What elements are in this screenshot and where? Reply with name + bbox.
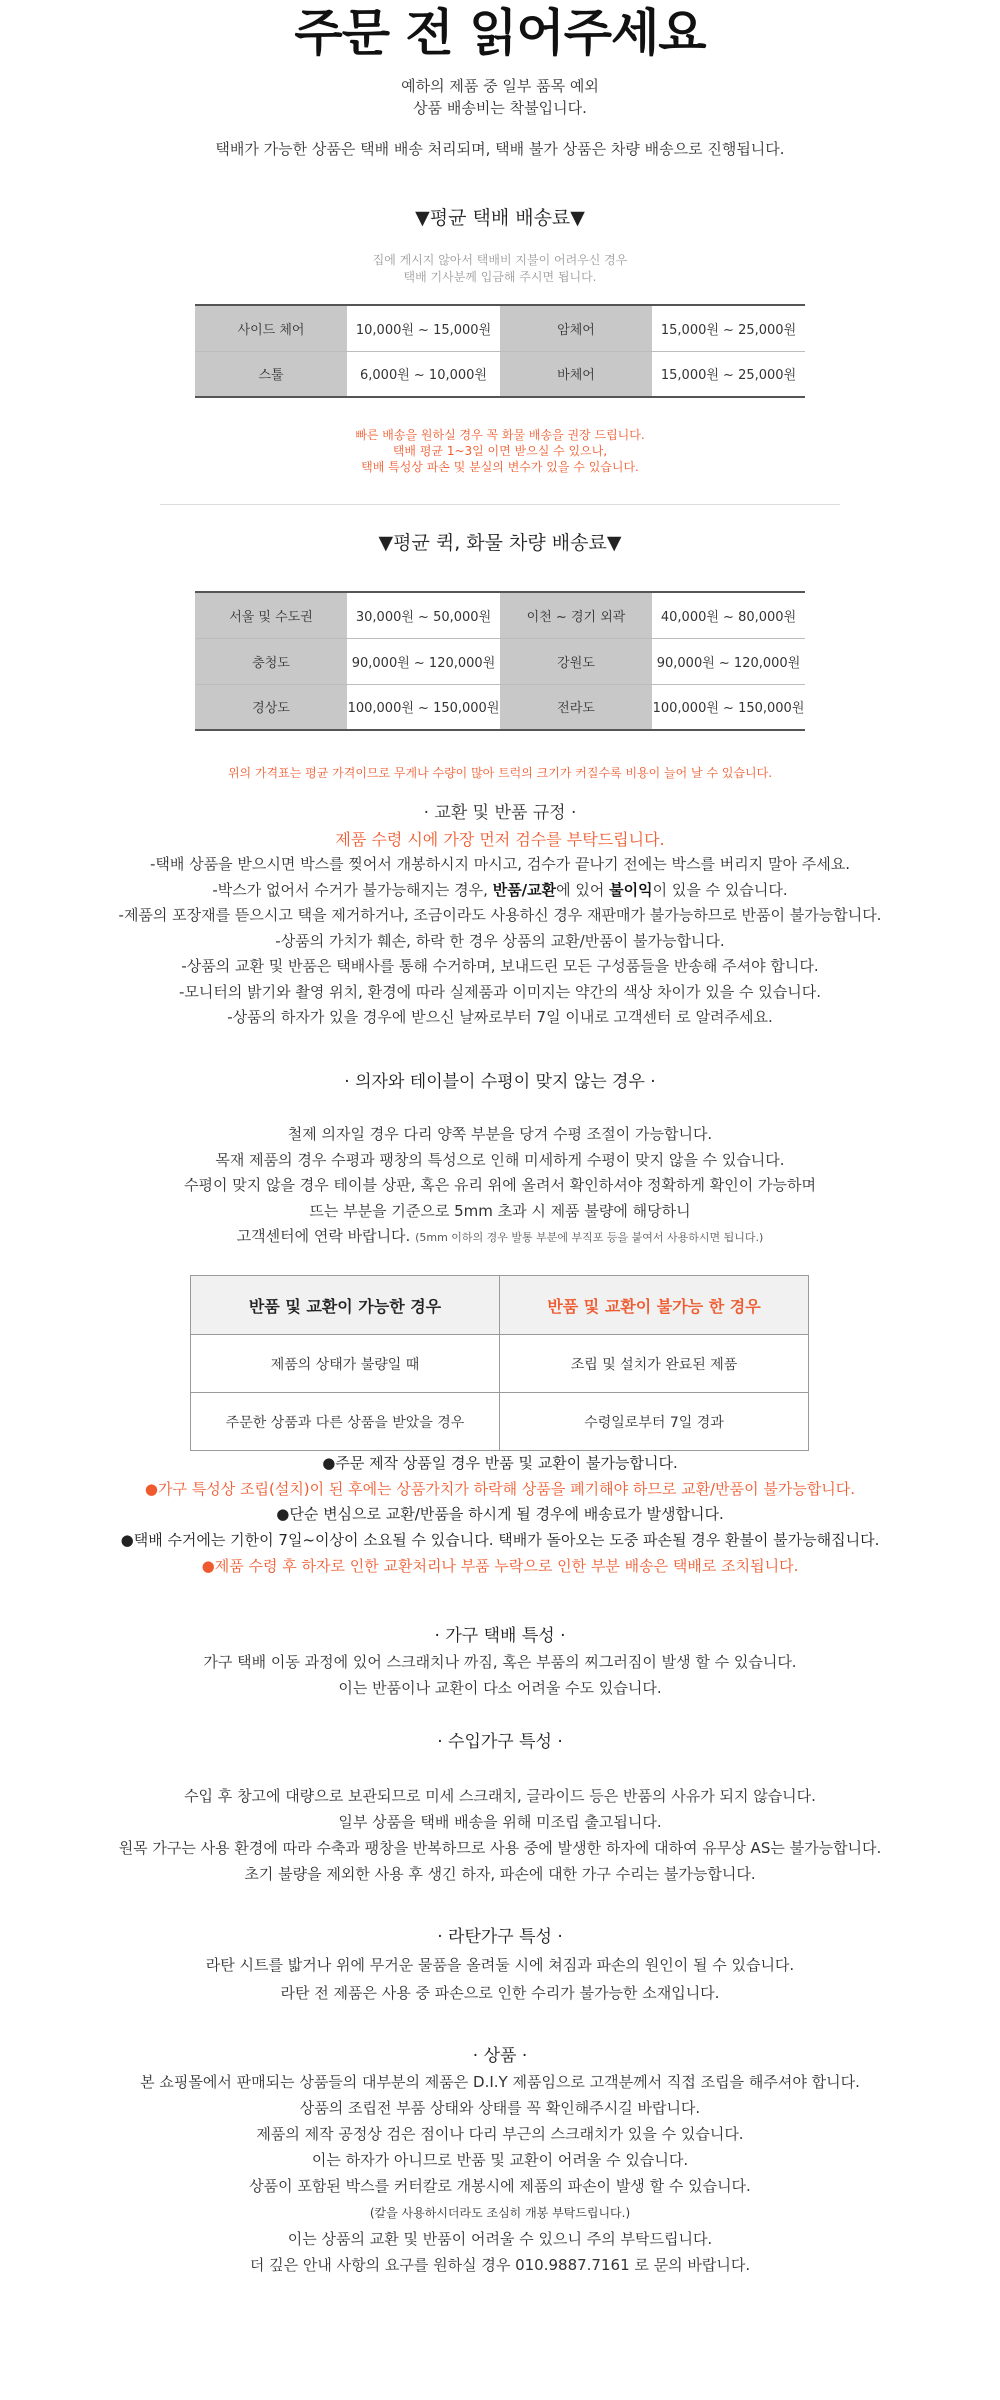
table-cell: 이천 ~ 경기 외곽 — [500, 592, 652, 638]
bullet-line-warning: ●제품 수령 후 하자로 인한 교환처리나 부품 누락으로 인한 부분 배송은 택배로 조치됩니다. — [201, 1556, 799, 1575]
table-row — [195, 305, 805, 351]
intro-delivery-note: 택배가 가능한 상품은 택배 배송 처리되며, 택배 불가 상품은 차량 배송으로 진행됩니다. — [215, 140, 785, 158]
table-cell: 6,000원 ~ 10,000원 — [347, 351, 500, 397]
intro-line: 상품 배송비는 착불입니다. — [413, 99, 587, 117]
section-line: 라탄 시트를 밟거나 위에 무거운 물품을 올려둘 시에 쳐짐과 파손의 원인이 될 수 있습니다. — [205, 1956, 795, 1974]
page-title: 주문 전 읽어주세요 — [294, 4, 706, 62]
warning-line: 택배 특성상 파손 및 분실의 변수가 있을 수 있습니다. — [361, 460, 639, 474]
truck-warning: 위의 가격표는 평균 가격이므로 무게나 수량이 많아 트럭의 크기가 커질수록 비용이 늘어 날 수 있습니다. — [227, 766, 773, 780]
col-not-returnable: 반품 및 교환이 불가능 한 경우 — [500, 1276, 809, 1335]
rule-line: -제품의 포장재를 뜯으시고 택을 제거하거나, 조금이라도 사용하신 경우 재판매가 불가능하므로 반품이 불가능합니다. — [118, 906, 882, 924]
parcel-warning — [0, 427, 1000, 475]
section-line: 라탄 전 제품은 사용 중 파손으로 인한 수리가 불가능한 소재입니다. — [280, 1984, 720, 2002]
level-heading: · 의자와 테이블이 수평이 맞지 않는 경우 · — [344, 1072, 656, 1092]
exchange-heading: · 교환 및 반품 규정 · — [423, 803, 577, 823]
rule-emphasis: 불이익 — [609, 880, 653, 899]
note-line: 택배 기사분께 입금해 주시면 됩니다. — [403, 270, 597, 284]
table-cell: 충청도 — [195, 638, 347, 684]
section-line: 상품이 포함된 박스를 커터칼로 개봉시에 제품의 파손이 발생 할 수 있습니다. — [249, 2177, 751, 2195]
table-cell: 경상도 — [195, 684, 347, 730]
rule-text: 이 있을 수 있습니다. — [652, 880, 788, 899]
rattan-section — [0, 1923, 1000, 2007]
table-cell: 15,000원 ~ 25,000원 — [652, 351, 805, 397]
section-heading: · 상품 · — [472, 2046, 528, 2066]
level-line: 철제 의자일 경우 다리 양쪽 부분을 당겨 수평 조절이 가능합니다. — [287, 1125, 713, 1143]
table-cell: 전라도 — [500, 684, 652, 730]
table-cell: 100,000원 ~ 150,000원 — [347, 684, 500, 730]
intro-line: 예하의 제품 중 일부 품목 예외 — [401, 77, 599, 95]
rule-emphasis: 반품/교환 — [492, 880, 557, 899]
table-row — [191, 1335, 809, 1393]
level-line: 수평이 맞지 않을 경우 테이블 상판, 혹은 유리 위에 올려서 확인하셔야 정확하게 확인이 가능하며 — [184, 1176, 816, 1194]
table-cell: 15,000원 ~ 25,000원 — [652, 305, 805, 351]
level-line: 뜨는 부분을 기준으로 5mm 초과 시 제품 불량에 해당하니 — [309, 1201, 691, 1220]
truck-fee-heading: ▼평균 퀵, 화물 차량 배송료▼ — [378, 532, 622, 554]
section-line: 가구 택배 이동 과정에 있어 스크래치나 까짐, 혹은 부품의 찌그러짐이 발생 할 수 있습니다. — [203, 1653, 797, 1671]
warning-line: 빠른 배송을 원하실 경우 꼭 화물 배송을 권장 드립니다. — [355, 428, 645, 442]
rule-text: 에 있어 — [556, 880, 610, 899]
table-cell: 제품의 상태가 불량일 때 — [191, 1335, 500, 1393]
section-line: 원목 가구는 사용 환경에 따라 수축과 팽창을 반복하므로 사용 중에 발생한 하자에 대하여 유무상 AS는 불가능합니다. — [118, 1839, 882, 1857]
contact-line: 더 깊은 안내 사항의 요구를 원하실 경우 010.9887.7161 로 문의 바랍니다. — [249, 2256, 751, 2274]
table-row — [195, 638, 805, 684]
table-cell: 강원도 — [500, 638, 652, 684]
rule-line: -상품의 교환 및 반품은 택배사를 통해 수거하며, 보내드린 모든 구성품들을 반송해 주셔야 합니다. — [181, 957, 819, 975]
level-text: 고객센터에 연락 바랍니다. — [236, 1227, 416, 1245]
parcel-fee-heading: ▼평균 택배 배송료▼ — [415, 207, 585, 229]
table-cell: 스툴 — [195, 351, 347, 397]
truck-fee-table — [195, 591, 805, 731]
table-header-row — [191, 1276, 809, 1335]
section-line: 상품의 조립전 부품 상태와 상태를 꼭 확인해주시길 바랍니다. — [299, 2099, 701, 2117]
rule-line: -모니터의 밝기와 촬영 위치, 환경에 따라 실제품과 이미지는 약간의 색상 차이가 있을 수 있습니다. — [178, 982, 822, 1001]
product-section — [0, 2043, 1000, 2278]
section-line: 수입 후 창고에 대량으로 보관되므로 미세 스크래치, 글라이드 등은 반품의 사유가 되지 않습니다. — [184, 1787, 816, 1805]
level-line: 목재 제품의 경우 수평과 팽창의 특성으로 인해 미세하게 수평이 맞지 않을 수 있습니다. — [215, 1150, 785, 1169]
level-guide — [0, 1122, 1000, 1251]
small-note: (칼을 사용하시더라도 조심히 개봉 부탁드립니다.) — [369, 2206, 631, 2220]
returns-table — [190, 1275, 809, 1451]
exchange-rules — [0, 801, 1000, 1031]
section-line: 제품의 제작 공정상 검은 점이나 다리 부근의 스크래치가 있을 수 있습니다. — [256, 2125, 744, 2143]
section-heading: · 수입가구 특성 · — [437, 1732, 563, 1752]
table-cell: 100,000원 ~ 150,000원 — [652, 684, 805, 730]
intro-notice — [0, 75, 1000, 119]
parcel-fee-note — [0, 252, 1000, 286]
table-cell: 서울 및 수도권 — [195, 592, 347, 638]
bullet-line-warning: ●가구 특성상 조립(설치)이 된 후에는 상품가치가 하락해 상품을 폐기해야 하므로 교환/반품이 불가능합니다. — [144, 1479, 856, 1498]
table-cell: 10,000원 ~ 15,000원 — [347, 305, 500, 351]
table-cell: 수령일로부터 7일 경과 — [500, 1393, 809, 1451]
table-cell: 40,000원 ~ 80,000원 — [652, 592, 805, 638]
section-line: 본 쇼핑몰에서 판매되는 상품들의 대부분의 제품은 D.I.Y 제품임으로 고객분께서 직접 조립을 해주셔야 합니다. — [140, 2073, 860, 2091]
table-cell: 90,000원 ~ 120,000원 — [347, 638, 500, 684]
section-line-small — [0, 2199, 1000, 2226]
bullet-line: ●주문 제작 상품일 경우 반품 및 교환이 불가능합니다. — [322, 1454, 678, 1472]
table-row — [195, 592, 805, 638]
rule-line — [0, 878, 1000, 904]
table-cell: 90,000원 ~ 120,000원 — [652, 638, 805, 684]
bullet-line: ●단순 변심으로 교환/반품을 하시게 될 경우에 배송료가 발생합니다. — [276, 1505, 724, 1524]
rule-line: -상품의 가치가 훼손, 하락 한 경우 상품의 교환/반품이 불가능합니다. — [275, 931, 725, 950]
table-row — [191, 1393, 809, 1451]
exchange-subheading: 제품 수령 시에 가장 먼저 검수를 부탁드립니다. — [335, 829, 665, 849]
table-cell: 조립 및 설치가 완료된 제품 — [500, 1335, 809, 1393]
bullet-notes — [0, 1451, 1000, 1580]
table-row — [195, 684, 805, 730]
section-line: 이는 상품의 교환 및 반품이 어려울 수 있으니 주의 부탁드립니다. — [287, 2230, 713, 2248]
section-divider — [160, 504, 840, 505]
note-line: 집에 게시지 않아서 택배비 지불이 어려우신 경우 — [372, 253, 628, 267]
section-line: 일부 상품을 택배 배송을 위해 미조립 출고됩니다. — [338, 1813, 662, 1831]
col-returnable: 반품 및 교환이 가능한 경우 — [191, 1276, 500, 1335]
warning-line: 택배 평균 1~3일 이면 받으실 수 있으나, — [392, 444, 608, 458]
table-cell: 사이드 체어 — [195, 305, 347, 351]
section-heading: · 가구 택배 특성 · — [434, 1626, 566, 1646]
table-cell: 주문한 상품과 다른 상품을 받았을 경우 — [191, 1393, 500, 1451]
table-cell: 암체어 — [500, 305, 652, 351]
rule-line: -상품의 하자가 있을 경우에 받으신 날짜로부터 7일 이내로 고객센터 로 알려주세요. — [227, 1008, 773, 1026]
table-row — [195, 351, 805, 397]
rule-text: -박스가 없어서 수거가 불가능해지는 경우, — [212, 880, 493, 899]
rule-line: -택배 상품을 받으시면 박스를 찢어서 개봉하시지 마시고, 검수가 끝나기 전에는 박스를 버리지 말아 주세요. — [149, 855, 850, 873]
section-line: 이는 반품이나 교환이 다소 어려울 수도 있습니다. — [338, 1679, 662, 1697]
parcel-fee-table — [195, 304, 805, 398]
bullet-line: ●택배 수거에는 기한이 7일~이상이 소요될 수 있습니다. 택배가 돌아오는 도중 파손될 경우 환불이 불가능해집니다. — [120, 1531, 880, 1550]
level-line — [0, 1224, 1000, 1251]
table-cell: 30,000원 ~ 50,000원 — [347, 592, 500, 638]
imported-furniture-section — [0, 1783, 1000, 1887]
level-small-note: (5mm 이하의 경우 발통 부분에 부직포 등을 붙여서 사용하시면 됩니다.) — [415, 1231, 764, 1244]
section-line: 이는 하자가 아니므로 반품 및 교환이 어려울 수 있습니다. — [311, 2151, 689, 2169]
furniture-delivery-section — [0, 1623, 1000, 1701]
section-line: 초기 불량을 제외한 사용 후 생긴 하자, 파손에 대한 가구 수리는 불가능합니다. — [244, 1865, 756, 1883]
section-heading: · 라탄가구 특성 · — [437, 1927, 563, 1947]
table-cell: 바체어 — [500, 351, 652, 397]
